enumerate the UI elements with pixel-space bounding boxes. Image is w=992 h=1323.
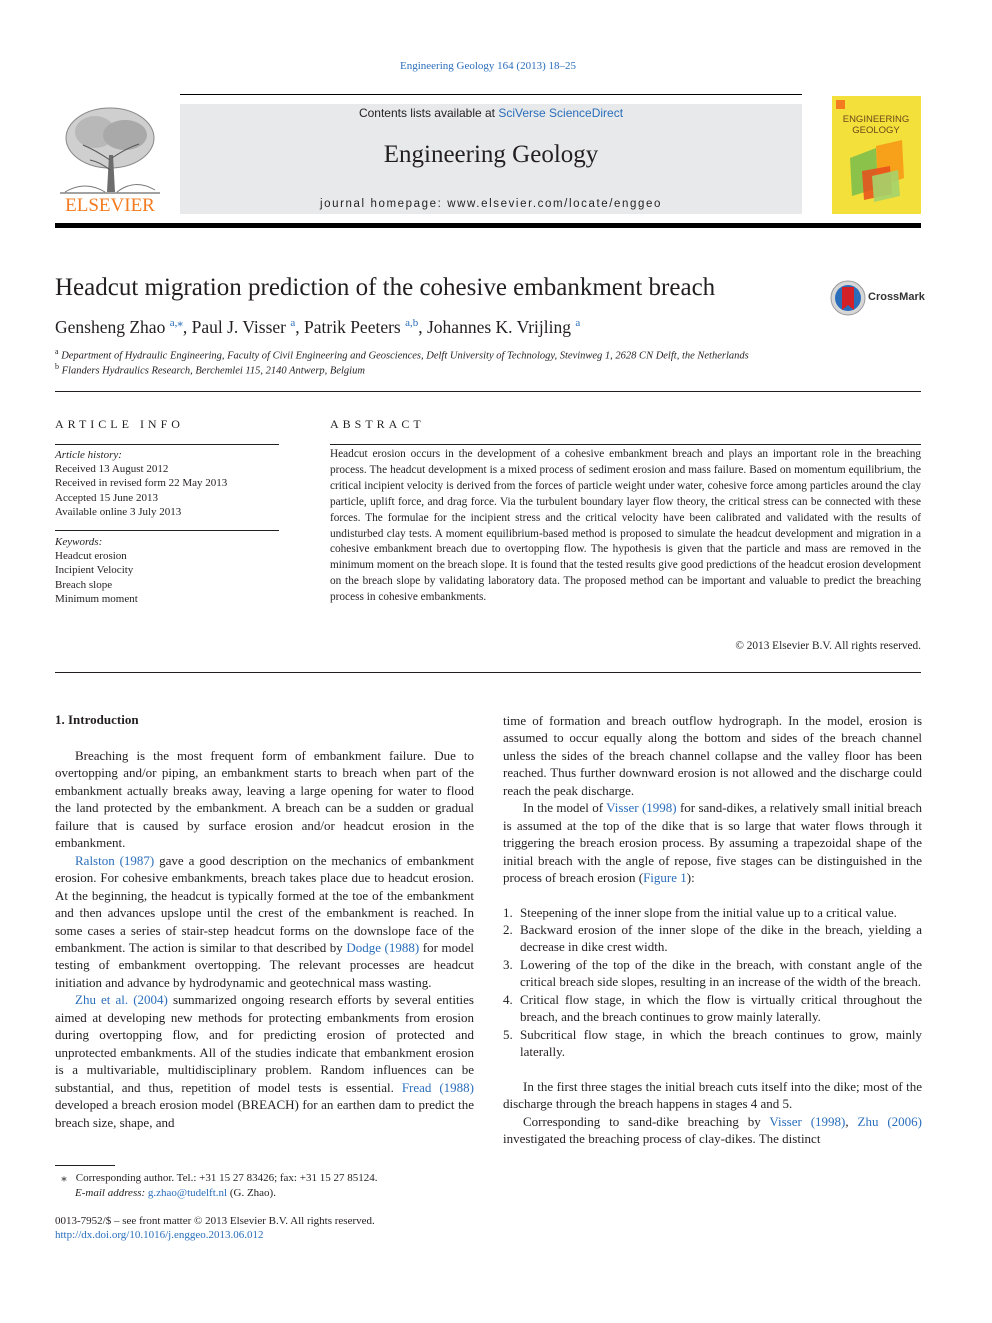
breach-stage-list [503, 904, 922, 1061]
keywords-rule [55, 530, 279, 531]
list-number: 4. [503, 991, 513, 1007]
elsevier-wordmark: ELSEVIER [65, 195, 155, 215]
email-note [75, 1186, 276, 1201]
paragraph-text: In the model of [523, 800, 607, 816]
footnote-text: Corresponding author. Tel.: +31 15 27 83426; fax: +31 15 27 85124. [75, 1172, 378, 1184]
journal-cover[interactable] [832, 96, 921, 214]
article-title: Headcut migration prediction of the cohesive embankment breach [55, 274, 716, 301]
author-name[interactable]: Paul J. Visser [191, 316, 286, 337]
author-affil-mark[interactable]: a,⁎ [169, 317, 183, 329]
email-link[interactable]: g.zhao@tudelft.nl [147, 1187, 228, 1199]
paragraph [55, 852, 474, 992]
elsevier-logo[interactable] [55, 100, 165, 215]
header-divider [55, 391, 921, 392]
citation-link[interactable]: Dodge (1988) [346, 939, 420, 955]
list-text: Steepening of the inner slope from the initial value up to a critical value. [520, 904, 897, 920]
abstract-rule [330, 444, 921, 445]
crossmark-label: CrossMark [868, 291, 925, 303]
list-number: 2. [503, 921, 513, 937]
abstract-bottom-rule [55, 672, 921, 673]
elsevier-tree-icon [55, 100, 165, 215]
figure-link[interactable]: Figure 1 [643, 870, 687, 886]
paragraph-text: ): [686, 870, 695, 886]
footnote-rule [55, 1165, 115, 1166]
author-separator: , [182, 316, 192, 337]
contents-prefix: Contents lists available at [358, 106, 499, 120]
list-text: Subcritical flow stage, in which the breach continues to grow, mainly laterally. [520, 1026, 922, 1060]
paragraph [503, 1113, 922, 1148]
left-column [55, 747, 474, 1131]
keyword: Headcut erosion [55, 550, 127, 563]
author-affil-mark[interactable]: a [290, 317, 296, 329]
author-name[interactable]: Gensheng Zhao [55, 316, 166, 337]
list-item [503, 1026, 922, 1061]
crossmark-badge[interactable] [830, 280, 925, 316]
paragraph [503, 799, 922, 886]
abstract-text: Headcut erosion occurs in the development of a cohesive embankment breach and plays an important role in the breaching process. The headcut development is a mixed process of sediment erosion and mass failure. Based on momentum equilibrium, the critical incipient velocity is derived from the forces of particle weight under water, cohesive force among particles around the clay particle, uplift force, and drag force. Via the turbulent boundary layer flow theory, the critical stress can be connected with these forces. The formulae for the incipient stress and the critical velocity have been calibrated and validated with the results of undisturbed clay tests. A moment equilibrium-based method is proposed to simulate the headcut development and migration in a cohesive embankment breach due to overtopping flow. The hypothesis is given that the particle and mass are removed in the minimum moment on the breach slope. It is found that the tested results give good predictions of the headcut erosion development on the breach slope by validating laboratory data. The proposed method can be important and valuable to predict the breaching process in cohesive embankments. [330, 448, 921, 604]
citation-link[interactable]: Ralston (1987) [75, 852, 155, 868]
citation-link[interactable]: Visser (1998) [769, 1113, 846, 1129]
history-accepted: Accepted 15 June 2013 [55, 491, 158, 504]
citation-link[interactable]: Visser (1998) [606, 800, 677, 816]
history-received: Received 13 August 2012 [55, 463, 169, 476]
article-info-heading: ARTICLE INFO [55, 417, 184, 431]
author-name[interactable]: Patrik Peeters [304, 316, 401, 337]
list-number: 5. [503, 1026, 513, 1042]
list-number: 3. [503, 956, 513, 972]
paragraph-text: for sand-dikes, a relatively small initial breach is assumed at the top of the dike that is so large that water flows through it triggering the breach erosion process. By assuming a trapezoidal shape of the initial breach with the angle of repose, five stages can be distinguished in the process of breach erosion ( [503, 800, 922, 886]
affiliation-b [55, 362, 365, 377]
affiliation-text: Flanders Hydraulics Research, Berchemlei 115, 2140 Antwerp, Belgium [61, 365, 365, 377]
history-label: Article history: [55, 449, 122, 461]
section-heading: 1. Introduction [55, 712, 139, 727]
list-number: 1. [503, 904, 513, 920]
corresponding-author-note [55, 1171, 377, 1186]
affiliation-a [55, 347, 749, 362]
paragraph: Breaching is the most frequent form of embankment failure. Due to overtopping and/or piping, an embankment starts to breach when part of the embankment actually breaks away, leaving a large opening for water to flood the land protected by the embankment. A breach can be a sudden or gradual failure that is caused by surface erosion and/or headcut erosion in the embankment. [55, 748, 474, 851]
paragraph: In the first three stages the initial breach cuts itself into the dike; most of the discharge through the breach happens in stages 4 and 5. [503, 1078, 922, 1112]
affiliation-text: Department of Hydraulic Engineering, Faculty of Civil Engineering and Geosciences, Delft University of Technology, Stevinweg 1, 2628 CN Delft, the Netherlands [61, 350, 749, 362]
affiliation-mark: a [55, 347, 59, 356]
author-list [55, 316, 580, 338]
paragraph-text: gave a good description on the mechanics of embankment erosion. For cohesive embankments, breach takes place due to headcut erosion. At the beginning, the headcut is typically formed at the toe of the embankment and then advances upslope until the crest of the embankment is reached. In some cases a series of stair-step headcut forms on the downslope face of the embankment. The action is similar to that described by [55, 852, 474, 955]
cover-title-line1: ENGINEERING [842, 114, 910, 125]
right-column [503, 712, 922, 1147]
keyword: Minimum moment [55, 592, 138, 605]
journal-title: Engineering Geology [383, 141, 599, 168]
list-text: Lowering of the top of the dike in the breach, with constant angle of the critical breach side slopes, resulting in an increase of the width of the breach. [520, 956, 922, 990]
journal-homepage[interactable]: journal homepage: www.elsevier.com/locate/enggeo [319, 198, 663, 210]
list-item [503, 904, 922, 921]
history-revised: Received in revised form 22 May 2013 [55, 477, 228, 490]
list-item [503, 991, 922, 1026]
paragraph-text: Corresponding to sand-dike breaching by [523, 1113, 770, 1129]
masthead-top-rule [180, 94, 802, 95]
cover-title-line2: GEOLOGY [852, 125, 900, 136]
affiliation-mark: b [55, 362, 59, 371]
list-item [503, 956, 922, 991]
article-history [55, 448, 279, 519]
paragraph-text: investigated the breaching process of clay-dikes. The distinct [503, 1130, 821, 1146]
masthead-bottom-rule [55, 223, 921, 228]
keyword: Breach slope [55, 578, 113, 591]
author-affil-mark[interactable]: a [575, 317, 581, 329]
author-separator: , [418, 316, 427, 337]
crossmark-icon [830, 280, 866, 316]
sciencedirect-link[interactable]: SciVerse ScienceDirect [498, 106, 624, 120]
paragraph [55, 991, 474, 1131]
paragraph-text: for model testing of embankment overtopping. The relevant processes are headcut initiation and advance by hydrodynamic and geotechnical mass wasting. [55, 939, 474, 990]
paragraph-text: summarized ongoing research efforts by several entities aimed at developing new methods for protecting embankments from erosion during overtopping flow, and for predicting erosion of protected and unprotected embankments. All of the studies indicate that embankment erosion is a multivariable, multidisciplinary problem. Random influences can be substantial, and thus, repetition of model tests is essential. [55, 992, 474, 1095]
front-matter-note: 0013-7952/$ – see front matter © 2013 Elsevier B.V. All rights reserved. [55, 1215, 375, 1227]
citation-link[interactable]: Zhu et al. (2004) [75, 992, 168, 1008]
citation-link[interactable]: Zhu (2006) [857, 1113, 922, 1129]
author-separator: , [295, 316, 305, 337]
author-affil-mark[interactable]: a,b [405, 317, 419, 329]
paragraph-text: developed a breach erosion model (BREACH) for an earthen dam to predict the breach size, shape, and [55, 1097, 474, 1130]
abstract-copyright: © 2013 Elsevier B.V. All rights reserved. [735, 640, 921, 652]
abstract-heading: ABSTRACT [330, 417, 425, 431]
keywords-label: Keywords: [55, 536, 103, 548]
keywords [55, 535, 279, 606]
list-text: Backward erosion of the inner slope of the dike in the breach, yielding a decrease in dike crest width. [520, 921, 922, 955]
doi-link[interactable]: http://dx.doi.org/10.1016/j.enggeo.2013.06.012 [55, 1229, 264, 1241]
keyword: Incipient Velocity [55, 564, 134, 577]
journal-cover-image [832, 96, 921, 214]
email-suffix: (G. Zhao). [227, 1187, 276, 1199]
journal-reference[interactable]: Engineering Geology 164 (2013) 18–25 [400, 60, 576, 72]
contents-line [180, 106, 802, 120]
citation-link[interactable]: Fread (1988) [401, 1079, 474, 1095]
paragraph: time of formation and breach outflow hydrograph. In the model, erosion is assumed to occur equally along the bottom and sides of the breach channel unless the sides of the breach channel collapse and the valley floor has been reached. Thus further downward erosion is not allowed and the discharge could reach the peak discharge. [503, 713, 922, 798]
footnote-star: ⁎ [61, 1172, 67, 1184]
author-name[interactable]: Johannes K. Vrijling [427, 316, 571, 337]
list-item [503, 921, 922, 956]
article-info-rule [55, 444, 279, 445]
paragraph-text: , [845, 1113, 849, 1129]
history-online: Available online 3 July 2013 [55, 505, 182, 518]
list-text: Critical flow stage, in which the flow is virtually critical throughout the breach, and the breach continues to grow mainly laterally. [520, 991, 922, 1025]
email-label: E-mail address: [75, 1187, 146, 1199]
